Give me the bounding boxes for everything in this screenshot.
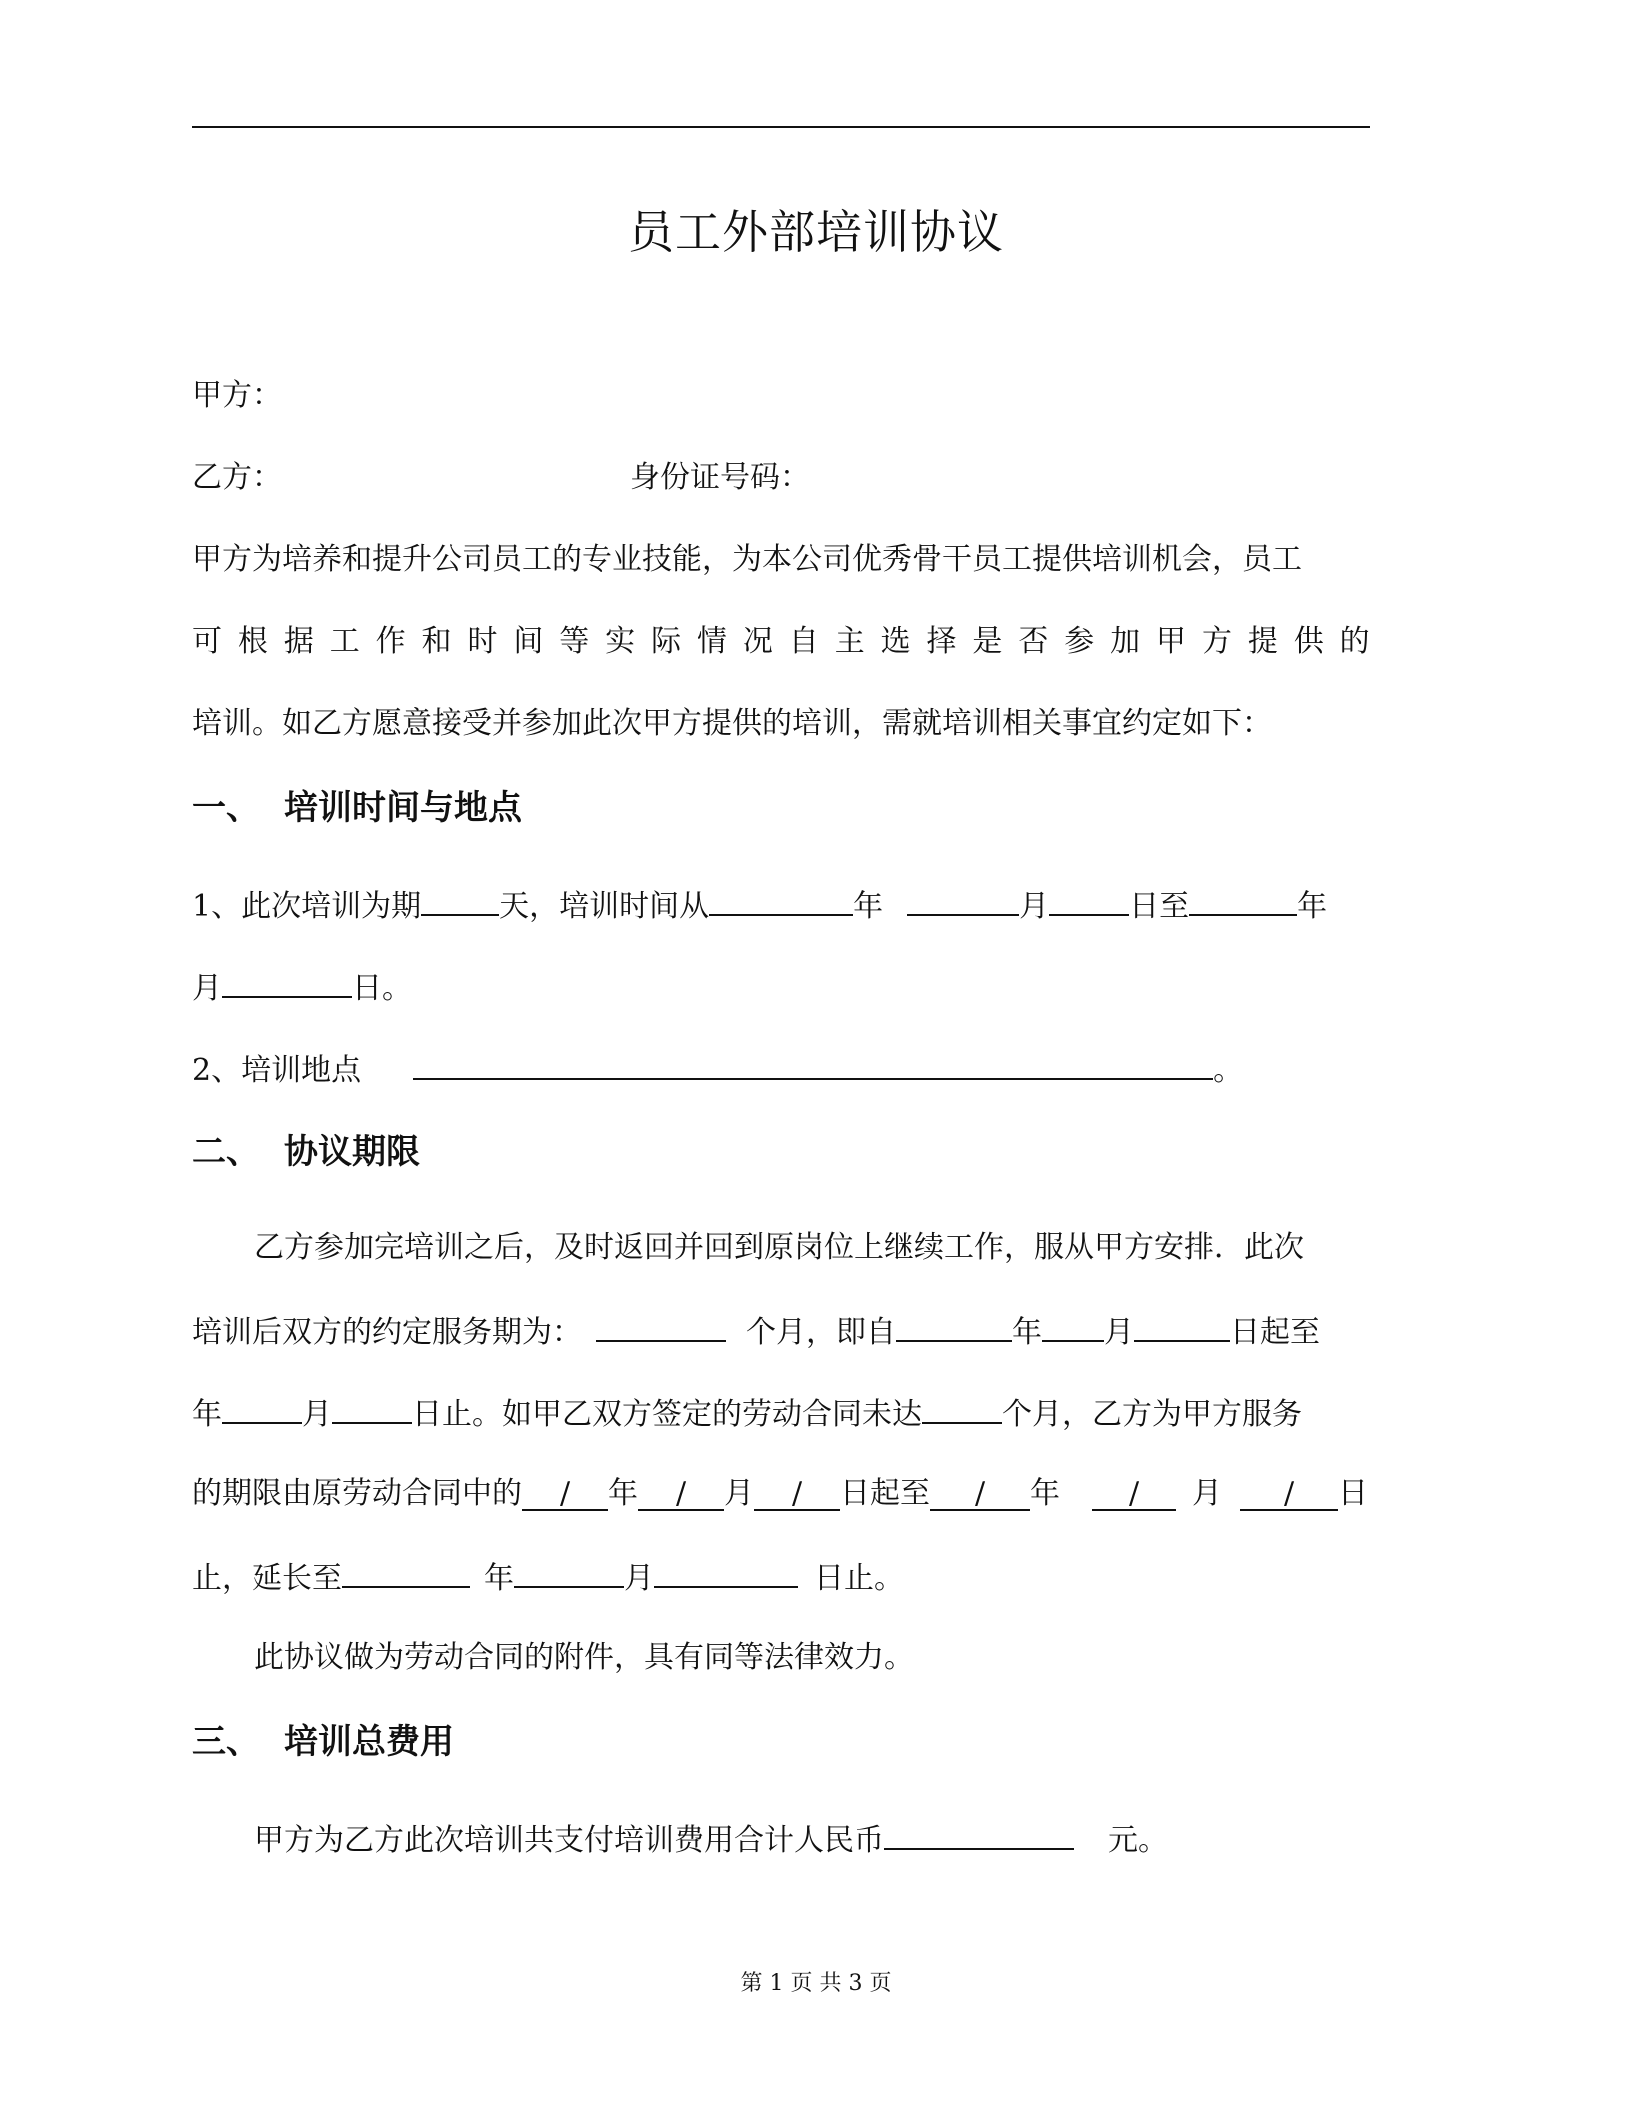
text: 年 <box>608 1476 638 1511</box>
text: 个月，即自 <box>746 1315 896 1350</box>
text: 月 <box>192 971 222 1006</box>
intro-char: 方 <box>1201 624 1232 659</box>
text: 日起至 <box>840 1476 930 1511</box>
intro-char: 否 <box>1018 624 1049 659</box>
text: 年 <box>1030 1476 1060 1511</box>
text: 日起至 <box>1230 1315 1320 1350</box>
intro-char: 自 <box>788 624 819 659</box>
text: 天，培训时间从 <box>499 889 710 924</box>
intro-char: 情 <box>696 624 727 659</box>
text: 年 <box>853 889 884 924</box>
intro-char: 参 <box>1064 624 1095 659</box>
id-number-label: 身份证号码： <box>630 460 810 495</box>
months-blank <box>596 1310 726 1342</box>
start-year-blank <box>709 884 853 916</box>
intro-char: 根 <box>237 624 268 659</box>
fee-amount-blank <box>884 1818 1074 1850</box>
intro-char: 是 <box>972 624 1003 659</box>
intro-char: 际 <box>651 624 682 659</box>
intro-char: 作 <box>375 624 406 659</box>
orig-month-blank: / <box>638 1479 724 1511</box>
term-line-1: 乙方参加完培训之后，及时返回并回到原岗位上继续工作，服从甲方安排．此次 <box>254 1230 1304 1265</box>
text: 日止。如甲乙双方签定的劳动合同未达 <box>412 1397 922 1432</box>
section-heading-3 <box>192 1720 454 1764</box>
text: 个月，乙方为甲方服务 <box>1002 1397 1302 1432</box>
text: 年 <box>1012 1315 1042 1350</box>
orig-end-day-blank: / <box>1240 1479 1338 1511</box>
text: 1、此次培训为期 <box>192 889 422 924</box>
location-blank <box>413 1048 1213 1080</box>
text: 日 <box>1338 1476 1368 1511</box>
text: 月 <box>1192 1476 1222 1511</box>
party-a-line <box>192 376 282 416</box>
party-b-line <box>192 458 810 498</box>
intro-char: 时 <box>467 624 498 659</box>
intro-char: 甲 <box>1156 624 1187 659</box>
term-line-6: 此协议做为劳动合同的附件，具有同等法律效力。 <box>254 1640 914 1675</box>
intro-char: 据 <box>283 624 314 659</box>
intro-line-2 <box>192 622 1370 662</box>
page-footer: 第 1 页 共 3 页 <box>740 1971 892 1996</box>
contract-months-blank <box>922 1392 1002 1424</box>
intro-char: 等 <box>559 624 590 659</box>
day-blank <box>1134 1310 1230 1342</box>
orig-end-year-blank: / <box>930 1479 1030 1511</box>
extend-day-blank <box>654 1556 798 1588</box>
intro-char: 择 <box>926 624 957 659</box>
intro-char: 提 <box>1247 624 1278 659</box>
orig-year-blank: / <box>522 1479 608 1511</box>
text: 月 <box>302 1397 332 1432</box>
term-line-2 <box>192 1310 1320 1353</box>
text: 日止。 <box>814 1561 904 1596</box>
text: 元。 <box>1108 1823 1168 1858</box>
intro-char: 选 <box>880 624 911 659</box>
text: 年 <box>1297 889 1328 924</box>
text: 月 <box>1104 1315 1134 1350</box>
start-month-blank <box>907 884 1019 916</box>
section-number: 一、 <box>192 788 260 828</box>
training-end-line <box>192 966 412 1009</box>
section-title: 培训时间与地点 <box>284 788 522 828</box>
text: 年 <box>484 1561 514 1596</box>
text: 培训后双方的约定服务期为： <box>192 1315 582 1350</box>
intro-char: 主 <box>834 624 865 659</box>
end-day-blank <box>222 966 352 998</box>
party-a-label: 甲方： <box>192 378 282 413</box>
text: 的期限由原劳动合同中的 <box>192 1476 522 1511</box>
text: 日至 <box>1129 889 1190 924</box>
section-title: 培训总费用 <box>284 1722 454 1762</box>
text: 止，延长至 <box>192 1561 342 1596</box>
text: 月 <box>724 1476 754 1511</box>
text: 年 <box>192 1397 222 1432</box>
intro-char: 况 <box>742 624 773 659</box>
intro-char: 工 <box>329 624 360 659</box>
document-title: 员工外部培训协议 <box>628 205 1004 259</box>
end-month-blank <box>222 1392 302 1424</box>
fee-line <box>254 1818 1168 1861</box>
section-title: 协议期限 <box>284 1132 420 1172</box>
term-line-3 <box>192 1392 1302 1435</box>
month-blank <box>1042 1310 1104 1342</box>
orig-end-month-blank: / <box>1092 1479 1176 1511</box>
orig-day-blank: / <box>754 1479 840 1511</box>
end-day-blank <box>332 1392 412 1424</box>
text: 甲方为乙方此次培训共支付培训费用合计人民币 <box>254 1823 884 1858</box>
end-year-blank <box>1189 884 1297 916</box>
days-blank <box>421 884 499 916</box>
section-number: 二、 <box>192 1132 260 1172</box>
term-line-5 <box>192 1556 904 1599</box>
extend-year-blank <box>342 1556 470 1588</box>
text: 。 <box>1213 1053 1244 1088</box>
start-day-blank <box>1049 884 1129 916</box>
intro-char: 供 <box>1293 624 1324 659</box>
text: 月 <box>624 1561 654 1596</box>
training-period-line <box>192 884 1327 927</box>
text: 日。 <box>352 971 412 1006</box>
party-b-label: 乙方： <box>192 460 282 495</box>
text: 月 <box>1019 889 1050 924</box>
intro-char: 可 <box>192 624 222 659</box>
header-rule <box>192 126 1370 128</box>
extend-month-blank <box>514 1556 624 1588</box>
intro-line-3: 培训。如乙方愿意接受并参加此次甲方提供的培训，需就培训相关事宜约定如下： <box>192 706 1272 741</box>
section-number: 三、 <box>192 1722 260 1762</box>
intro-char: 间 <box>513 624 544 659</box>
intro-char: 加 <box>1110 624 1141 659</box>
year-blank <box>896 1310 1012 1342</box>
section-heading-2 <box>192 1130 420 1174</box>
term-line-4 <box>192 1474 1368 1514</box>
training-location-line <box>192 1048 1243 1091</box>
intro-char: 和 <box>421 624 452 659</box>
intro-char: 的 <box>1339 624 1370 659</box>
intro-char: 实 <box>605 624 636 659</box>
text: 2、培训地点 <box>192 1053 362 1088</box>
intro-line-1: 甲方为培养和提升公司员工的专业技能，为本公司优秀骨干员工提供培训机会，员工 <box>192 542 1302 577</box>
section-heading-1 <box>192 786 522 830</box>
